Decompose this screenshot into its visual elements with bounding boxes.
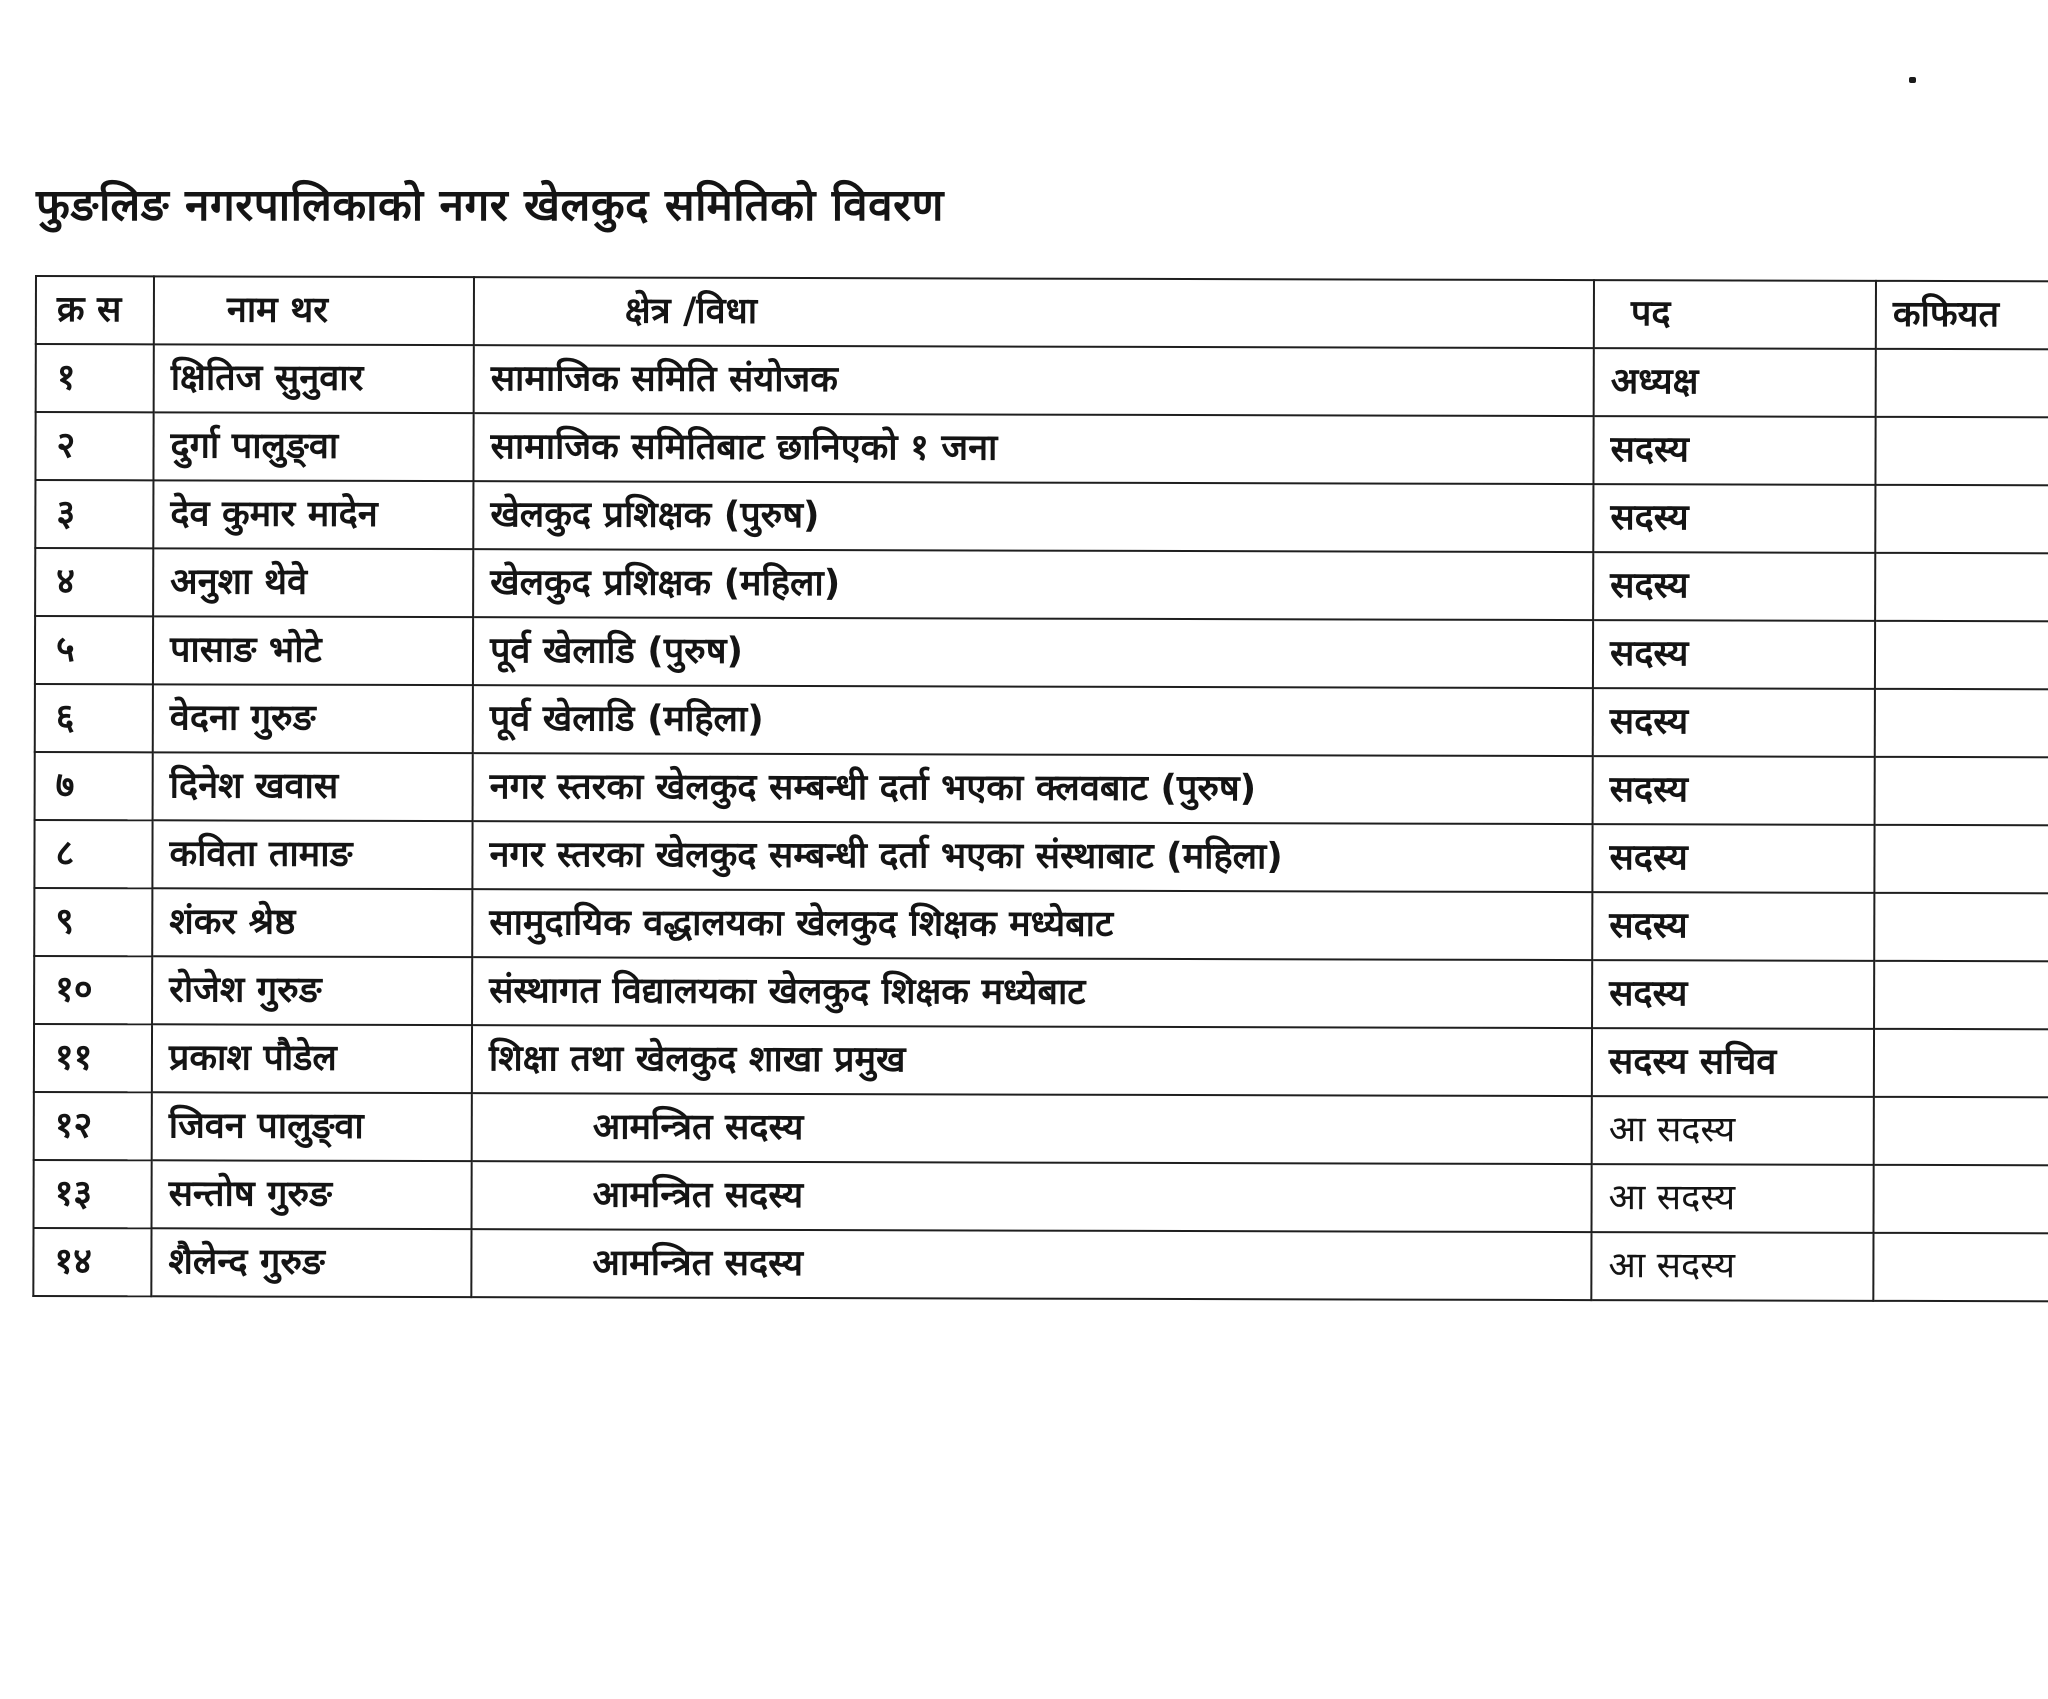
cell-name: देव कुमार मादेन [153, 480, 473, 549]
table-row [35, 548, 2048, 621]
cell-field: संस्थागत विद्यालयका खेलकुद शिक्षक मध्येबाट [472, 957, 1592, 1028]
cell-name: कविता तामाङ [152, 820, 472, 889]
cell-name: रोजेश गुरुङ [152, 956, 472, 1025]
cell-remarks [1874, 961, 2048, 1030]
cell-field: शिक्षा तथा खेलकुद शाखा प्रमुख [472, 1025, 1592, 1096]
cell-field: सामाजिक समिति संयोजक [474, 345, 1594, 416]
cell-post: सदस्य [1592, 824, 1874, 893]
cell-serial: ६ [35, 684, 153, 752]
cell-remarks [1875, 553, 2048, 622]
cell-remarks [1874, 1097, 2048, 1166]
cell-post: सदस्य [1593, 688, 1875, 757]
table-row [34, 1160, 2048, 1233]
cell-serial: १ [36, 344, 154, 412]
cell-serial: १४ [33, 1228, 151, 1296]
cell-post: सदस्य [1593, 484, 1875, 553]
cell-serial: २ [35, 412, 153, 480]
speck-mark [1909, 77, 1916, 83]
header-post: पद [1594, 280, 1876, 349]
table-row [36, 344, 2048, 417]
cell-field: सामाजिक समितिबाट छानिएको १ जना [473, 413, 1593, 484]
cell-post: सदस्य [1593, 756, 1875, 825]
document-title: फुङलिङ नगरपालिकाको नगर खेलकुद समितिको विवरण [36, 180, 944, 231]
cell-post: सदस्य सचिव [1592, 1028, 1874, 1097]
cell-serial: ९ [34, 888, 152, 956]
cell-field: खेलकुद प्रशिक्षक (पुरुष) [473, 481, 1593, 552]
cell-field: पूर्व खेलाडि (महिला) [473, 685, 1593, 756]
cell-remarks [1876, 349, 2048, 418]
cell-post: आ सदस्य [1591, 1232, 1873, 1301]
cell-serial: ८ [34, 820, 152, 888]
cell-name: दुर्गा पालुङ्वा [153, 412, 473, 481]
committee-table [32, 275, 2048, 1302]
cell-name: शंकर श्रेष्ठ [152, 888, 472, 957]
cell-remarks [1875, 485, 2048, 554]
cell-serial: १३ [34, 1160, 152, 1228]
table-row [34, 1024, 2048, 1097]
header-remarks: कफियत [1876, 281, 2048, 350]
cell-remarks [1873, 1165, 2048, 1234]
cell-name: दिनेश खवास [153, 752, 473, 821]
cell-post: सदस्य [1592, 892, 1874, 961]
cell-field: आमन्त्रित सदस्य [471, 1229, 1591, 1300]
cell-name: अनुशा थेवे [153, 548, 473, 617]
header-field: क्षेत्र /विधा [474, 277, 1594, 348]
cell-name: सन्तोष गुरुङ [152, 1160, 472, 1229]
table-header-row [36, 276, 2048, 349]
table-row [34, 820, 2048, 893]
cell-serial: ५ [35, 616, 153, 684]
cell-post: सदस्य [1593, 620, 1875, 689]
cell-name: जिवन पालुङ्वा [152, 1092, 472, 1161]
cell-field: पूर्व खेलाडि (पुरुष) [473, 617, 1593, 688]
cell-serial: ३ [35, 480, 153, 548]
cell-remarks [1874, 893, 2048, 962]
cell-remarks [1874, 1029, 2048, 1098]
cell-field: खेलकुद प्रशिक्षक (महिला) [473, 549, 1593, 620]
table-row [35, 480, 2048, 553]
cell-post: सदस्य [1592, 960, 1874, 1029]
cell-field: नगर स्तरका खेलकुद सम्बन्धी दर्ता भएका संस्थाबाट (महिला) [472, 821, 1592, 892]
cell-remarks [1873, 1233, 2048, 1302]
table-row [35, 412, 2048, 485]
cell-post: सदस्य [1593, 416, 1875, 485]
table-row [34, 1092, 2048, 1165]
cell-post: सदस्य [1593, 552, 1875, 621]
cell-name: पासाङ भोटे [153, 616, 473, 685]
cell-field: आमन्त्रित सदस्य [472, 1161, 1592, 1232]
table-row [35, 752, 2048, 825]
cell-serial: १२ [34, 1092, 152, 1160]
cell-remarks [1875, 757, 2048, 826]
table-row [34, 956, 2048, 1029]
cell-name: शैलेन्द गुरुङ [151, 1228, 471, 1297]
cell-post: आ सदस्य [1591, 1164, 1873, 1233]
cell-field: सामुदायिक वद्धालयका खेलकुद शिक्षक मध्येबाट [472, 889, 1592, 960]
cell-name: क्षितिज सुनुवार [154, 344, 474, 413]
cell-remarks [1874, 825, 2048, 894]
cell-remarks [1875, 621, 2048, 690]
cell-field: नगर स्तरका खेलकुद सम्बन्धी दर्ता भएका क्लवबाट (पुरुष) [473, 753, 1593, 824]
cell-post: अध्यक्ष [1594, 348, 1876, 417]
table-row [35, 684, 2048, 757]
cell-remarks [1875, 689, 2048, 758]
cell-serial: १० [34, 956, 152, 1024]
table-row [33, 1228, 2048, 1301]
cell-remarks [1875, 417, 2048, 486]
cell-serial: ४ [35, 548, 153, 616]
cell-serial: ११ [34, 1024, 152, 1092]
table-row [35, 616, 2048, 689]
header-serial: क्र स [36, 276, 154, 344]
table-row [34, 888, 2048, 961]
cell-name: प्रकाश पौडेल [152, 1024, 472, 1093]
cell-field: आमन्त्रित सदस्य [472, 1093, 1592, 1164]
cell-post: आ सदस्य [1592, 1096, 1874, 1165]
cell-serial: ७ [35, 752, 153, 820]
header-name: नाम थर [154, 276, 474, 345]
cell-name: वेदना गुरुङ [153, 684, 473, 753]
